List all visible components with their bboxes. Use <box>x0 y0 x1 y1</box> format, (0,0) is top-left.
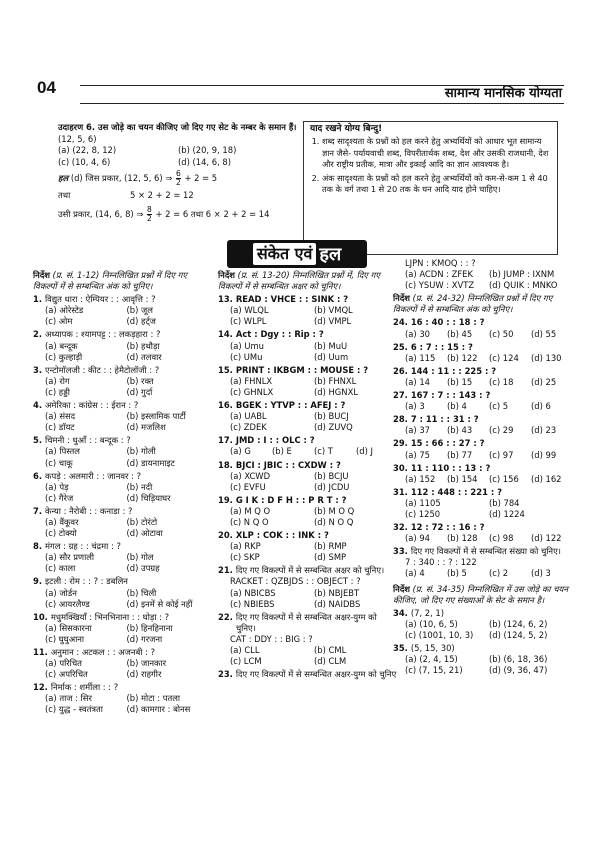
question-number: 24. <box>393 317 408 328</box>
option: (b) M O Q <box>314 505 355 516</box>
option: (d) (124, 5, 2) <box>489 629 548 640</box>
question-number: 11. <box>33 647 48 657</box>
banner-part1: संकेत एवं <box>253 243 317 265</box>
question-text: 7 : 11 : : 31 : ? <box>410 414 479 425</box>
direction: निर्देश (प्र. सं. 1-12) निम्नलिखित प्रश्नों में दिए गए विकल्पों में से सम्बन्धित अंक को चुनिए। <box>33 270 187 292</box>
option: (a) XCWD <box>230 470 271 481</box>
question-number: 26. <box>393 365 408 376</box>
question <box>33 365 208 398</box>
option: (a) सौर प्रणाली <box>45 552 95 563</box>
question <box>218 460 398 493</box>
option: (b) गोल <box>126 552 154 563</box>
option: (c) युद्ध - स्वतंत्रता <box>45 704 103 715</box>
option: (b) BUCJ <box>314 411 349 422</box>
solution-tail: + 2 = 5 <box>184 173 218 183</box>
question-text: 15 : 66 : : 27 : ? <box>410 438 485 449</box>
question <box>33 329 208 362</box>
example-solution <box>58 170 298 187</box>
option: (d) मजलिश <box>126 422 166 433</box>
question <box>33 400 208 433</box>
option: (d) ZUVQ <box>314 422 353 433</box>
page-number: 04 <box>37 78 56 97</box>
example-given: (12, 5, 6) <box>58 133 97 144</box>
option: (b) 77 <box>447 449 473 460</box>
question-number: 3. <box>33 364 43 375</box>
running-title: सामान्य मानसिक योग्यता <box>444 86 562 101</box>
question-number: 4. <box>33 400 43 411</box>
example-option: (c) (10, 4, 6) <box>58 156 111 167</box>
question <box>393 342 573 364</box>
option: (b) RMP <box>314 541 347 552</box>
question <box>33 506 208 539</box>
option: (a) वैंकूवर <box>45 516 79 527</box>
similar-text: उसी प्रकार, (14, 6, 8) ⇒ <box>58 208 144 219</box>
option: (b) हिनहिनाना <box>126 622 173 633</box>
question-number: 15. <box>218 364 233 375</box>
option: (c) WLPL <box>230 316 267 327</box>
example-option: (b) (20, 9, 18) <box>178 145 237 155</box>
example-block <box>58 122 298 223</box>
option: (b) हथौड़ा <box>126 340 160 351</box>
question: 17. JMD : I : : OLC : ? (a) G (b) E (c) T (d) J <box>218 435 398 457</box>
direction: निर्देश (प्र. सं. 34-35) निम्नलिखित में उस जोड़े का चयन कीजिए, जो दिए गए संख्याओं के सेट के समान है। <box>393 583 569 605</box>
option: (a) 115 <box>405 352 436 363</box>
question-text: निर्माक : शर्मीला : : ? <box>50 682 119 693</box>
option: (d) J <box>356 446 373 457</box>
question <box>218 294 398 327</box>
option: (c) काला <box>45 563 76 574</box>
question-line: RACKET : QZBJDS : : OBJECT : ? <box>230 576 361 587</box>
option: (c) (7, 15, 21) <box>405 665 463 676</box>
question-text: 6 : 7 : : 15 : ? <box>410 341 473 352</box>
option: (a) RKP <box>230 541 261 552</box>
option: (c) 2 <box>489 568 509 579</box>
option: (d) 122 <box>531 533 562 544</box>
option: (a) जोर्डन <box>45 587 77 598</box>
option: (a) रोग <box>45 375 70 386</box>
option: (d) NAIDBS <box>314 598 361 609</box>
option: (a) संसद <box>45 411 76 422</box>
option: (b) (124, 6, 2) <box>489 618 548 629</box>
remember-point: 1. शब्द सादृश्यता के प्रश्नों को हल करने हेतु अभ्यर्थियों को आधार भूत सामान्य ज्ञान जैसे- पर्यायवाची शब्द, विपरीतार्थक शब्द, देश और उसकी राजधानी, देश और राष्ट्रीय प्रतीक, मात्रा और इकाई आदि का ज्ञान आवश्यक है। <box>322 136 551 170</box>
option: (a) सिसकारना <box>45 622 92 633</box>
question <box>33 576 208 609</box>
question <box>33 682 208 715</box>
question-text: चिमनी : धुआँ : : बन्दूक : ? <box>45 435 131 446</box>
option: (b) VMQL <box>314 305 353 316</box>
option: (c) हड्डी <box>45 386 70 397</box>
fraction: $\frac{6}{2}$ <box>176 169 181 187</box>
remember-title: याद रखने योग्य बिन्दु! <box>310 124 383 134</box>
option: (c) LCM <box>230 656 262 667</box>
option: (b) (6, 18, 36) <box>489 654 548 665</box>
question-number: 5. <box>33 435 43 446</box>
option: (d) डायनामाइट <box>126 457 175 468</box>
option: (a) 75 <box>405 449 430 460</box>
option: (b) 5 <box>447 568 467 579</box>
option: (d) 1224 <box>489 508 525 519</box>
option: (c) चाकू <box>45 457 73 468</box>
option: (c) डाॅयट <box>45 422 75 433</box>
question-line: CAT : DDY : : BIG : ? <box>230 633 313 644</box>
question: 34. (7, 2, 1) (a) (10, 6, 5) (b) (124, 6, 2) (c) (1001, 10, 3) (d) (124, 5, 2) <box>393 608 573 641</box>
option: (c) 18 <box>489 376 514 387</box>
option: (a) ACDN : ZFEK <box>405 269 473 280</box>
remember-list <box>310 136 551 195</box>
option: (c) T <box>314 446 333 457</box>
option: (a) 4 <box>405 568 425 579</box>
question <box>33 647 208 680</box>
question <box>393 438 573 460</box>
option: (b) चिली <box>126 587 157 598</box>
remember-point: 2. अंक सादृश्यता के प्रश्नों को हल करने हेतु अभ्यर्थियों को कम-से-कम 1 से 40 तक के वर्ग तथा 1 से 20 तक के घन आदि याद होने चाहिए। <box>322 173 551 196</box>
question <box>393 463 573 485</box>
option: (c) 156 <box>489 473 519 484</box>
option: (d) गरजना <box>126 633 163 644</box>
question <box>218 495 398 528</box>
option: (d) QUIK : MNKO <box>489 280 558 291</box>
question-text: इटली : रोम : : ? : डबलिन <box>45 576 128 587</box>
option: (a) 30 <box>405 328 430 339</box>
question: 31. 112 : 448 : : 221 : ? (a) 1105 (b) 784 (c) 1250 (d) 1224 <box>393 487 573 520</box>
question-number: 29. <box>393 438 408 449</box>
fraction: $\frac{8}{2}$ <box>147 204 152 223</box>
question <box>218 400 398 433</box>
question <box>393 390 573 412</box>
option: (b) इस्लामिक पार्टी <box>126 411 186 422</box>
example-options <box>58 145 298 157</box>
option: (a) G <box>230 446 251 457</box>
question <box>393 414 573 436</box>
question-text: मधुमक्खियाँ : भिनभिनाना : : घोड़ा : ? <box>50 611 170 622</box>
option: (d) 3 <box>531 568 551 579</box>
remember-box <box>303 121 558 255</box>
option: (d) 25 <box>531 376 557 387</box>
question-text: अमेरिका : कांग्रेस : : ईरान : ? <box>45 400 139 411</box>
option: (d) JCDU <box>314 481 350 492</box>
option: (a) बन्दूक <box>45 340 78 351</box>
header-rule-bottom <box>80 103 564 104</box>
option: (d) 130 <box>531 352 562 363</box>
option: (c) UMu <box>230 351 263 362</box>
option: (a) FHNLX <box>230 375 273 386</box>
question: 33. दिए गए विकल्पों में से सम्बन्धित संख्या को चुनिए। 7 : 340 : : ? : 122 (a) 4 (b) 5 (c) 2 (d) 3 <box>393 546 573 579</box>
header-rule-top <box>80 85 564 86</box>
question-text: PRINT : IKBGM : : MOUSE : ? <box>235 364 369 375</box>
option: (c) NBIEBS <box>230 598 275 609</box>
option: (b) गोली <box>126 446 156 457</box>
column-2 <box>218 270 398 682</box>
option: (d) SMP <box>314 552 347 563</box>
question-number: 12. <box>33 682 48 693</box>
question-number: 30. <box>393 462 408 473</box>
question <box>218 530 398 563</box>
question-number: 13. <box>218 294 233 305</box>
option: (a) CLL <box>230 645 260 655</box>
option: (a) WLQL <box>230 305 269 316</box>
question <box>33 435 208 468</box>
option: (c) कुल्हाड़ी <box>45 351 83 362</box>
option: (b) 128 <box>447 533 478 544</box>
option: (d) HGNXL <box>314 386 358 397</box>
option: (a) (2, 4, 15) <box>405 654 458 665</box>
option: (c) (1001, 10, 3) <box>405 629 474 640</box>
option: (b) 15 <box>447 376 473 387</box>
line2-text: 5 × 2 + 2 = 12 <box>130 190 194 200</box>
question-number: 16. <box>218 400 233 411</box>
question-number: 6. <box>33 470 43 481</box>
question-number: 10. <box>33 611 48 622</box>
option: (d) CLM <box>314 656 347 667</box>
direction: निर्देश (प्र. सं. 24-32) निम्नलिखित प्रश्नों में दिए गए विकल्पों में से सम्बन्धित अंक को चुनिए। <box>393 293 553 315</box>
option: (b) 122 <box>447 352 478 363</box>
question <box>33 294 208 327</box>
question-text: BJCI : JBIC : : CXDW : ? <box>235 459 341 470</box>
option: (c) 124 <box>489 352 519 363</box>
option: (b) 4 <box>447 401 467 412</box>
question-number: 1. <box>33 294 43 305</box>
question-number: 28. <box>393 414 408 425</box>
question: 35. (5, 15, 30) (a) (2, 4, 15) (b) (6, 18, 36) (c) (7, 15, 21) (d) (9, 36, 47) <box>393 643 573 676</box>
option: (d) उपग्रह <box>126 563 160 574</box>
option: (d) तलवार <box>126 351 162 362</box>
option: (c) 5 <box>489 401 509 412</box>
example-similar <box>58 206 298 223</box>
question-text: मंगल : ग्रह : : चंद्रमा : ? <box>45 541 121 552</box>
option: (d) (9, 36, 47) <box>489 665 548 676</box>
question <box>33 612 208 645</box>
option: (d) गुर्दा <box>126 386 153 397</box>
example-title: उदाहरण 6. उस जोड़े का चयन कीजिए जो दिए गए सेट के नम्बर के समान हैं। <box>58 122 297 132</box>
question-text: अध्यापक : श्यामपट्ट : : लकड़हारा : ? <box>45 329 161 340</box>
question-text: XLP : COK : : INK : ? <box>235 530 329 541</box>
question: 23. दिए गए विकल्पों में से सम्बन्धित अक्षर-युग्म को चुनिए <box>218 669 397 680</box>
question-number: 9. <box>33 576 43 587</box>
solution-text: (d) जिस प्रकार, (12, 5, 6) ⇒ <box>70 173 173 183</box>
option: (c) आयरलैण्ड <box>45 598 90 609</box>
option: (d) 6 <box>531 401 551 412</box>
question-text: कपड़े : अलमारी : : जानवर : ? <box>45 470 142 481</box>
option: (b) जानकार <box>126 658 167 669</box>
option: (b) 43 <box>447 425 473 436</box>
option: (a) पिस्तल <box>45 446 80 457</box>
option: (b) NBJEBT <box>314 587 360 598</box>
example-option: (d) (14, 6, 8) <box>178 156 232 167</box>
option: (a) 37 <box>405 425 430 436</box>
option: (b) CML <box>314 645 347 655</box>
question-number: 7. <box>33 505 43 516</box>
option: (c) EVFU <box>230 481 266 492</box>
option: (d) ओटावा <box>126 528 163 539</box>
option: (c) गैरेज <box>45 492 74 503</box>
option: (b) BCJU <box>314 470 349 481</box>
option: (c) 50 <box>489 328 514 339</box>
option: (c) ZDEK <box>230 422 267 433</box>
option: (d) VMPL <box>314 316 352 327</box>
direction: निर्देश (प्र. सं. 13-20) निम्नलिखित प्रश्नों में, दिए गए विकल्पों में से सम्बन्धित अक्षर को चुनिए। <box>218 270 380 292</box>
similar-tail: + 2 = 6 तथा 6 × 2 + 2 = 14 <box>155 208 270 219</box>
question <box>218 329 398 362</box>
tatha-label: तथा <box>58 190 71 200</box>
option: (c) घुघुआना <box>45 633 85 644</box>
question <box>393 317 573 339</box>
question-text: अनुमान : अटकल : : अजनबी : ? <box>50 647 156 657</box>
option: (b) JUMP : IXNM <box>489 269 555 280</box>
option: (a) ओरेस्टेड <box>45 305 84 316</box>
option: (c) GHNLX <box>230 386 274 397</box>
option: (a) UABL <box>230 411 267 422</box>
option: (a) NBICBS <box>230 587 276 598</box>
option: (d) N O Q <box>314 516 354 527</box>
question-text: 11 : 110 : : 13 : ? <box>410 462 491 473</box>
question: 32. 12 : 72 : : 16 : ? (a) 94 (b) 128 (c) 98 (d) 122 <box>393 522 573 544</box>
question-text: G I K : D F H : : P R T : ? <box>235 494 347 505</box>
question-number: 25. <box>393 341 408 352</box>
option: (a) 94 <box>405 533 430 544</box>
option: (a) Umu <box>230 340 264 351</box>
option: (b) 154 <box>447 473 478 484</box>
question-number: 20. <box>218 530 233 541</box>
question-number: 27. <box>393 390 408 401</box>
question-number: 18. <box>218 459 233 470</box>
option: (b) मोटा : पतला <box>126 693 181 704</box>
option: (b) FHNXL <box>314 375 357 386</box>
option: (c) अपरिचित <box>45 669 88 680</box>
column-1 <box>33 270 208 718</box>
option: (a) 152 <box>405 473 436 484</box>
example-line2 <box>58 190 298 202</box>
option: (b) E <box>272 446 292 457</box>
option: (d) 162 <box>531 473 562 484</box>
question-text: 167 : 7 : : 143 : ? <box>410 390 491 401</box>
question-number: 2. <box>33 329 43 340</box>
option: (d) चिड़ियाघर <box>126 492 171 503</box>
banner-part2: हल <box>319 244 342 265</box>
option: (c) ओम <box>45 316 73 327</box>
option: (d) 99 <box>531 449 557 460</box>
option: (d) हर्ट्ज <box>126 316 156 327</box>
option: (a) 14 <box>405 376 430 387</box>
question: 21. दिए गए विकल्पों में से सम्बन्धित अक्षर को चुनिए। RACKET : QZBJDS : : OBJECT : ? (a) NBICBS (b) NBJEBT (c) NBIEBS (d) NAIDBS <box>218 565 398 609</box>
example-option: (a) (22, 8, 12) <box>58 145 117 155</box>
option: (a) 1105 <box>405 497 441 508</box>
option: (c) N Q O <box>230 516 269 527</box>
option: (b) रक्त <box>126 375 154 386</box>
option: (d) इनमें से कोई नहीं <box>126 598 193 609</box>
option: (b) MuU <box>314 340 348 351</box>
solution-label: हल <box>58 173 69 183</box>
option: (c) 1250 <box>405 508 441 519</box>
question: 22. दिए गए विकल्पों में से सम्बन्धित अक्षर-युग्म को चुनिए। CAT : DDY : : BIG : ? (a) CLL (b) CML (c) LCM (d) CLM <box>218 612 398 667</box>
question-text: विद्युत धारा : ऐम्पियर : : आवृत्ति : ? <box>45 294 156 305</box>
option: (d) Uum <box>314 351 349 362</box>
question <box>218 365 398 398</box>
option: (a) 3 <box>405 401 425 412</box>
question-number: 14. <box>218 329 233 340</box>
question-text: केन्या : नैरोबी : : कनाडा : ? <box>45 505 133 516</box>
option: (c) SKP <box>230 552 260 563</box>
option: (b) 784 <box>489 497 520 508</box>
question <box>33 471 208 504</box>
option: (b) टोरंटो <box>126 516 158 527</box>
question-text: 144 : 11 : : 225 : ? <box>410 365 497 376</box>
section-banner <box>227 240 367 268</box>
question-text: एन्टोमॉलजी : कीट : : हेमैटोलॉजी : ? <box>45 364 160 375</box>
option: (d) 23 <box>531 425 557 436</box>
option: (a) (10, 6, 5) <box>405 618 458 629</box>
option: (c) टोक्यो <box>45 528 77 539</box>
option: (c) YSUW : XVTZ <box>405 280 475 291</box>
question-line: 7 : 340 : : ? : 122 <box>405 557 477 568</box>
option: (a) परिचित <box>45 658 82 669</box>
option: (b) नदी <box>126 481 153 492</box>
option: (d) 55 <box>531 328 557 339</box>
question <box>393 366 573 388</box>
option: (b) 45 <box>447 328 473 339</box>
question <box>33 541 208 574</box>
question-number: 8. <box>33 541 43 552</box>
question-text: 16 : 40 : : 18 : ? <box>410 317 485 328</box>
option: (a) M Q O <box>230 505 271 516</box>
option: (c) 98 <box>489 533 514 544</box>
question-text: READ : VHCE : : SINK : ? <box>235 294 349 305</box>
option: (d) कामगार : बोनस <box>126 704 191 715</box>
question-text: Act : Dgy : : Rip : ? <box>235 329 324 340</box>
option: (a) पेड़ <box>45 481 69 492</box>
option: (c) 29 <box>489 425 514 436</box>
option: (b) जूल <box>126 305 153 316</box>
option: (a) ताज : सिर <box>45 693 92 704</box>
question-line: LJPN : KMOQ : : ? <box>405 258 476 268</box>
option: (d) राहगीर <box>126 669 162 680</box>
option: (c) 97 <box>489 449 514 460</box>
question-text: BGEK : YTVP : : AFEJ : ? <box>235 400 346 411</box>
question-number: 19. <box>218 494 233 505</box>
column-3 <box>393 258 573 678</box>
example-options-row2 <box>58 157 298 169</box>
